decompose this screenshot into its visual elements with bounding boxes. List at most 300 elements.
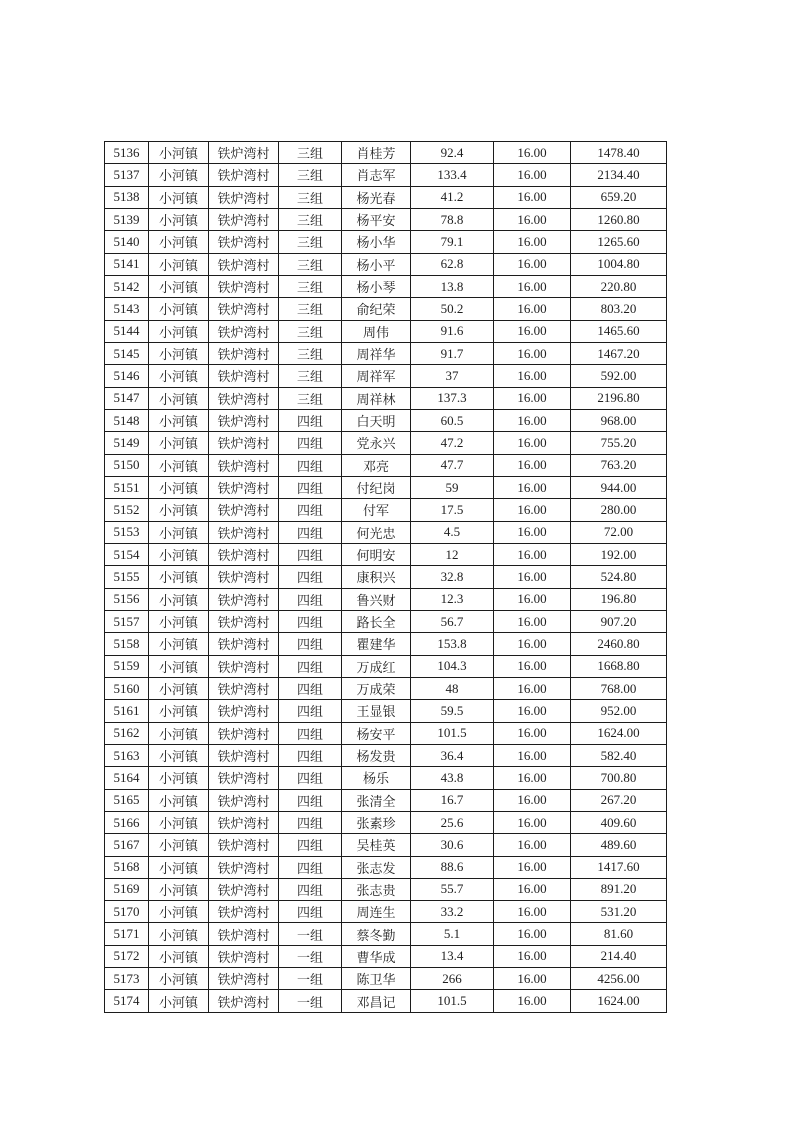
cell-name: 杨小华 <box>342 231 411 253</box>
cell-serial-number: 5138 <box>105 186 149 208</box>
cell-town: 小河镇 <box>149 365 209 387</box>
cell-unit-price: 16.00 <box>494 968 571 990</box>
cell-amount: 659.20 <box>571 186 667 208</box>
cell-area: 47.2 <box>411 432 494 454</box>
table-row <box>105 454 667 476</box>
cell-village: 铁炉湾村 <box>209 186 279 208</box>
cell-town: 小河镇 <box>149 610 209 632</box>
cell-amount: 968.00 <box>571 409 667 431</box>
cell-area: 133.4 <box>411 164 494 186</box>
cell-group: 四组 <box>279 789 342 811</box>
table-row <box>105 700 667 722</box>
cell-serial-number: 5158 <box>105 633 149 655</box>
cell-serial-number: 5136 <box>105 142 149 164</box>
cell-serial-number: 5157 <box>105 610 149 632</box>
cell-area: 101.5 <box>411 990 494 1012</box>
cell-village: 铁炉湾村 <box>209 923 279 945</box>
cell-amount: 592.00 <box>571 365 667 387</box>
cell-group: 四组 <box>279 767 342 789</box>
cell-town: 小河镇 <box>149 543 209 565</box>
cell-serial-number: 5174 <box>105 990 149 1012</box>
cell-town: 小河镇 <box>149 767 209 789</box>
cell-town: 小河镇 <box>149 744 209 766</box>
cell-unit-price: 16.00 <box>494 208 571 230</box>
cell-name: 俞纪荣 <box>342 298 411 320</box>
cell-serial-number: 5161 <box>105 700 149 722</box>
cell-name: 邓亮 <box>342 454 411 476</box>
table-row <box>105 856 667 878</box>
cell-town: 小河镇 <box>149 231 209 253</box>
cell-group: 四组 <box>279 610 342 632</box>
cell-amount: 4256.00 <box>571 968 667 990</box>
cell-area: 25.6 <box>411 811 494 833</box>
cell-amount: 755.20 <box>571 432 667 454</box>
cell-amount: 1260.80 <box>571 208 667 230</box>
cell-name: 瞿建华 <box>342 633 411 655</box>
cell-amount: 214.40 <box>571 945 667 967</box>
cell-area: 47.7 <box>411 454 494 476</box>
cell-group: 四组 <box>279 677 342 699</box>
cell-amount: 1467.20 <box>571 342 667 364</box>
cell-group: 三组 <box>279 164 342 186</box>
cell-village: 铁炉湾村 <box>209 767 279 789</box>
cell-village: 铁炉湾村 <box>209 432 279 454</box>
cell-unit-price: 16.00 <box>494 744 571 766</box>
cell-amount: 768.00 <box>571 677 667 699</box>
cell-name: 肖志军 <box>342 164 411 186</box>
cell-village: 铁炉湾村 <box>209 208 279 230</box>
table-row <box>105 387 667 409</box>
cell-village: 铁炉湾村 <box>209 744 279 766</box>
cell-village: 铁炉湾村 <box>209 945 279 967</box>
cell-group: 三组 <box>279 387 342 409</box>
cell-area: 55.7 <box>411 878 494 900</box>
table-row <box>105 945 667 967</box>
cell-amount: 409.60 <box>571 811 667 833</box>
cell-unit-price: 16.00 <box>494 476 571 498</box>
cell-serial-number: 5173 <box>105 968 149 990</box>
cell-town: 小河镇 <box>149 566 209 588</box>
cell-serial-number: 5147 <box>105 387 149 409</box>
cell-name: 周连生 <box>342 901 411 923</box>
cell-area: 16.7 <box>411 789 494 811</box>
table-row <box>105 320 667 342</box>
cell-serial-number: 5171 <box>105 923 149 945</box>
cell-village: 铁炉湾村 <box>209 566 279 588</box>
cell-unit-price: 16.00 <box>494 834 571 856</box>
cell-area: 79.1 <box>411 231 494 253</box>
cell-name: 周祥华 <box>342 342 411 364</box>
cell-village: 铁炉湾村 <box>209 968 279 990</box>
cell-unit-price: 16.00 <box>494 923 571 945</box>
cell-area: 36.4 <box>411 744 494 766</box>
cell-group: 四组 <box>279 811 342 833</box>
cell-town: 小河镇 <box>149 722 209 744</box>
cell-village: 铁炉湾村 <box>209 834 279 856</box>
table-row <box>105 633 667 655</box>
cell-town: 小河镇 <box>149 923 209 945</box>
cell-amount: 72.00 <box>571 521 667 543</box>
cell-village: 铁炉湾村 <box>209 320 279 342</box>
cell-unit-price: 16.00 <box>494 409 571 431</box>
cell-area: 12.3 <box>411 588 494 610</box>
cell-group: 四组 <box>279 700 342 722</box>
cell-amount: 700.80 <box>571 767 667 789</box>
cell-unit-price: 16.00 <box>494 164 571 186</box>
cell-town: 小河镇 <box>149 142 209 164</box>
cell-amount: 803.20 <box>571 298 667 320</box>
cell-town: 小河镇 <box>149 856 209 878</box>
cell-unit-price: 16.00 <box>494 677 571 699</box>
cell-town: 小河镇 <box>149 186 209 208</box>
cell-name: 党永兴 <box>342 432 411 454</box>
cell-amount: 524.80 <box>571 566 667 588</box>
cell-unit-price: 16.00 <box>494 454 571 476</box>
cell-serial-number: 5151 <box>105 476 149 498</box>
cell-area: 59 <box>411 476 494 498</box>
table-row <box>105 231 667 253</box>
table-row <box>105 878 667 900</box>
cell-area: 32.8 <box>411 566 494 588</box>
cell-unit-price: 16.00 <box>494 231 571 253</box>
cell-village: 铁炉湾村 <box>209 476 279 498</box>
cell-unit-price: 16.00 <box>494 878 571 900</box>
cell-village: 铁炉湾村 <box>209 633 279 655</box>
cell-unit-price: 16.00 <box>494 789 571 811</box>
cell-serial-number: 5165 <box>105 789 149 811</box>
cell-unit-price: 16.00 <box>494 320 571 342</box>
cell-serial-number: 5150 <box>105 454 149 476</box>
cell-amount: 531.20 <box>571 901 667 923</box>
table-row <box>105 588 667 610</box>
table-row <box>105 409 667 431</box>
cell-village: 铁炉湾村 <box>209 164 279 186</box>
cell-name: 付纪岗 <box>342 476 411 498</box>
cell-amount: 1624.00 <box>571 990 667 1012</box>
table-row <box>105 677 667 699</box>
cell-name: 蔡冬勤 <box>342 923 411 945</box>
cell-amount: 907.20 <box>571 610 667 632</box>
cell-name: 曹华成 <box>342 945 411 967</box>
cell-name: 吴桂英 <box>342 834 411 856</box>
cell-town: 小河镇 <box>149 409 209 431</box>
cell-name: 周伟 <box>342 320 411 342</box>
cell-group: 四组 <box>279 409 342 431</box>
cell-area: 88.6 <box>411 856 494 878</box>
cell-town: 小河镇 <box>149 588 209 610</box>
cell-amount: 2196.80 <box>571 387 667 409</box>
cell-town: 小河镇 <box>149 208 209 230</box>
cell-amount: 2460.80 <box>571 633 667 655</box>
cell-amount: 1465.60 <box>571 320 667 342</box>
cell-serial-number: 5170 <box>105 901 149 923</box>
cell-group: 四组 <box>279 878 342 900</box>
cell-village: 铁炉湾村 <box>209 521 279 543</box>
cell-area: 91.7 <box>411 342 494 364</box>
cell-area: 104.3 <box>411 655 494 677</box>
cell-name: 张志发 <box>342 856 411 878</box>
cell-area: 60.5 <box>411 409 494 431</box>
cell-unit-price: 16.00 <box>494 588 571 610</box>
cell-group: 四组 <box>279 454 342 476</box>
cell-village: 铁炉湾村 <box>209 253 279 275</box>
cell-group: 四组 <box>279 566 342 588</box>
table-row <box>105 968 667 990</box>
cell-town: 小河镇 <box>149 499 209 521</box>
cell-unit-price: 16.00 <box>494 521 571 543</box>
cell-group: 四组 <box>279 476 342 498</box>
cell-name: 周祥军 <box>342 365 411 387</box>
cell-serial-number: 5140 <box>105 231 149 253</box>
cell-serial-number: 5172 <box>105 945 149 967</box>
cell-unit-price: 16.00 <box>494 499 571 521</box>
cell-name: 邓昌记 <box>342 990 411 1012</box>
cell-area: 12 <box>411 543 494 565</box>
cell-name: 杨平安 <box>342 208 411 230</box>
cell-serial-number: 5139 <box>105 208 149 230</box>
cell-name: 万成荣 <box>342 677 411 699</box>
cell-town: 小河镇 <box>149 521 209 543</box>
payment-roster-table <box>104 141 667 1013</box>
cell-name: 杨光春 <box>342 186 411 208</box>
cell-town: 小河镇 <box>149 164 209 186</box>
cell-group: 四组 <box>279 856 342 878</box>
cell-amount: 1478.40 <box>571 142 667 164</box>
cell-unit-price: 16.00 <box>494 722 571 744</box>
table-row <box>105 543 667 565</box>
cell-village: 铁炉湾村 <box>209 789 279 811</box>
table-body <box>105 142 667 1013</box>
cell-serial-number: 5142 <box>105 275 149 297</box>
cell-amount: 763.20 <box>571 454 667 476</box>
cell-unit-price: 16.00 <box>494 186 571 208</box>
cell-name: 何光忠 <box>342 521 411 543</box>
cell-town: 小河镇 <box>149 878 209 900</box>
cell-area: 92.4 <box>411 142 494 164</box>
cell-unit-price: 16.00 <box>494 901 571 923</box>
cell-village: 铁炉湾村 <box>209 588 279 610</box>
table-row <box>105 164 667 186</box>
cell-town: 小河镇 <box>149 298 209 320</box>
cell-name: 杨发贵 <box>342 744 411 766</box>
cell-name: 路长全 <box>342 610 411 632</box>
cell-area: 59.5 <box>411 700 494 722</box>
cell-area: 41.2 <box>411 186 494 208</box>
cell-group: 四组 <box>279 834 342 856</box>
cell-serial-number: 5137 <box>105 164 149 186</box>
cell-name: 肖桂芳 <box>342 142 411 164</box>
cell-area: 56.7 <box>411 610 494 632</box>
cell-village: 铁炉湾村 <box>209 231 279 253</box>
cell-village: 铁炉湾村 <box>209 990 279 1012</box>
cell-group: 三组 <box>279 342 342 364</box>
cell-unit-price: 16.00 <box>494 610 571 632</box>
cell-area: 101.5 <box>411 722 494 744</box>
cell-village: 铁炉湾村 <box>209 878 279 900</box>
table-row <box>105 208 667 230</box>
cell-amount: 891.20 <box>571 878 667 900</box>
table-row <box>105 655 667 677</box>
cell-amount: 1624.00 <box>571 722 667 744</box>
cell-name: 张志贵 <box>342 878 411 900</box>
cell-serial-number: 5160 <box>105 677 149 699</box>
cell-serial-number: 5143 <box>105 298 149 320</box>
cell-amount: 81.60 <box>571 923 667 945</box>
cell-town: 小河镇 <box>149 990 209 1012</box>
cell-name: 万成红 <box>342 655 411 677</box>
cell-unit-price: 16.00 <box>494 811 571 833</box>
cell-unit-price: 16.00 <box>494 633 571 655</box>
cell-village: 铁炉湾村 <box>209 365 279 387</box>
cell-group: 四组 <box>279 655 342 677</box>
cell-village: 铁炉湾村 <box>209 275 279 297</box>
cell-village: 铁炉湾村 <box>209 298 279 320</box>
cell-amount: 1668.80 <box>571 655 667 677</box>
cell-group: 三组 <box>279 298 342 320</box>
cell-serial-number: 5148 <box>105 409 149 431</box>
cell-serial-number: 5162 <box>105 722 149 744</box>
cell-area: 17.5 <box>411 499 494 521</box>
cell-serial-number: 5153 <box>105 521 149 543</box>
cell-town: 小河镇 <box>149 901 209 923</box>
cell-town: 小河镇 <box>149 476 209 498</box>
cell-group: 四组 <box>279 588 342 610</box>
cell-village: 铁炉湾村 <box>209 342 279 364</box>
cell-village: 铁炉湾村 <box>209 700 279 722</box>
cell-amount: 1417.60 <box>571 856 667 878</box>
cell-area: 153.8 <box>411 633 494 655</box>
cell-unit-price: 16.00 <box>494 856 571 878</box>
cell-town: 小河镇 <box>149 253 209 275</box>
cell-amount: 267.20 <box>571 789 667 811</box>
cell-group: 三组 <box>279 253 342 275</box>
cell-serial-number: 5169 <box>105 878 149 900</box>
cell-unit-price: 16.00 <box>494 543 571 565</box>
cell-unit-price: 16.00 <box>494 655 571 677</box>
cell-town: 小河镇 <box>149 968 209 990</box>
cell-serial-number: 5164 <box>105 767 149 789</box>
cell-village: 铁炉湾村 <box>209 454 279 476</box>
cell-name: 鲁兴财 <box>342 588 411 610</box>
cell-town: 小河镇 <box>149 655 209 677</box>
cell-name: 张素珍 <box>342 811 411 833</box>
cell-amount: 2134.40 <box>571 164 667 186</box>
cell-serial-number: 5146 <box>105 365 149 387</box>
cell-name: 杨乐 <box>342 767 411 789</box>
cell-group: 四组 <box>279 543 342 565</box>
cell-unit-price: 16.00 <box>494 700 571 722</box>
cell-amount: 220.80 <box>571 275 667 297</box>
cell-name: 杨小琴 <box>342 275 411 297</box>
table-row <box>105 499 667 521</box>
cell-village: 铁炉湾村 <box>209 142 279 164</box>
cell-name: 康积兴 <box>342 566 411 588</box>
cell-group: 一组 <box>279 923 342 945</box>
cell-group: 四组 <box>279 744 342 766</box>
cell-name: 王显银 <box>342 700 411 722</box>
cell-town: 小河镇 <box>149 320 209 342</box>
table-row <box>105 722 667 744</box>
cell-village: 铁炉湾村 <box>209 409 279 431</box>
cell-group: 三组 <box>279 320 342 342</box>
cell-group: 四组 <box>279 901 342 923</box>
cell-group: 三组 <box>279 186 342 208</box>
cell-town: 小河镇 <box>149 789 209 811</box>
cell-area: 43.8 <box>411 767 494 789</box>
cell-amount: 280.00 <box>571 499 667 521</box>
table-row <box>105 901 667 923</box>
cell-name: 付军 <box>342 499 411 521</box>
cell-name: 张清全 <box>342 789 411 811</box>
cell-name: 周祥林 <box>342 387 411 409</box>
table-row <box>105 275 667 297</box>
cell-area: 48 <box>411 677 494 699</box>
cell-area: 78.8 <box>411 208 494 230</box>
cell-area: 62.8 <box>411 253 494 275</box>
cell-amount: 582.40 <box>571 744 667 766</box>
cell-name: 杨小平 <box>342 253 411 275</box>
cell-area: 13.4 <box>411 945 494 967</box>
cell-serial-number: 5141 <box>105 253 149 275</box>
table-row <box>105 744 667 766</box>
cell-group: 一组 <box>279 990 342 1012</box>
cell-village: 铁炉湾村 <box>209 677 279 699</box>
table-row <box>105 990 667 1012</box>
cell-name: 杨安平 <box>342 722 411 744</box>
table-row <box>105 298 667 320</box>
cell-town: 小河镇 <box>149 432 209 454</box>
cell-serial-number: 5145 <box>105 342 149 364</box>
cell-village: 铁炉湾村 <box>209 610 279 632</box>
table-row <box>105 365 667 387</box>
table-row <box>105 610 667 632</box>
table-row <box>105 476 667 498</box>
cell-village: 铁炉湾村 <box>209 722 279 744</box>
cell-name: 陈卫华 <box>342 968 411 990</box>
table-row <box>105 811 667 833</box>
cell-town: 小河镇 <box>149 633 209 655</box>
cell-unit-price: 16.00 <box>494 432 571 454</box>
cell-unit-price: 16.00 <box>494 387 571 409</box>
cell-unit-price: 16.00 <box>494 142 571 164</box>
cell-serial-number: 5166 <box>105 811 149 833</box>
cell-village: 铁炉湾村 <box>209 655 279 677</box>
cell-town: 小河镇 <box>149 811 209 833</box>
cell-group: 三组 <box>279 142 342 164</box>
cell-town: 小河镇 <box>149 275 209 297</box>
cell-area: 33.2 <box>411 901 494 923</box>
cell-amount: 196.80 <box>571 588 667 610</box>
cell-area: 37 <box>411 365 494 387</box>
cell-town: 小河镇 <box>149 454 209 476</box>
cell-unit-price: 16.00 <box>494 365 571 387</box>
table-row <box>105 834 667 856</box>
cell-serial-number: 5167 <box>105 834 149 856</box>
cell-group: 四组 <box>279 722 342 744</box>
table-row <box>105 432 667 454</box>
cell-name: 何明安 <box>342 543 411 565</box>
cell-amount: 1265.60 <box>571 231 667 253</box>
table-row <box>105 789 667 811</box>
cell-group: 三组 <box>279 365 342 387</box>
cell-village: 铁炉湾村 <box>209 811 279 833</box>
cell-area: 30.6 <box>411 834 494 856</box>
cell-town: 小河镇 <box>149 677 209 699</box>
table-row <box>105 521 667 543</box>
cell-area: 50.2 <box>411 298 494 320</box>
cell-group: 四组 <box>279 633 342 655</box>
table-row <box>105 142 667 164</box>
